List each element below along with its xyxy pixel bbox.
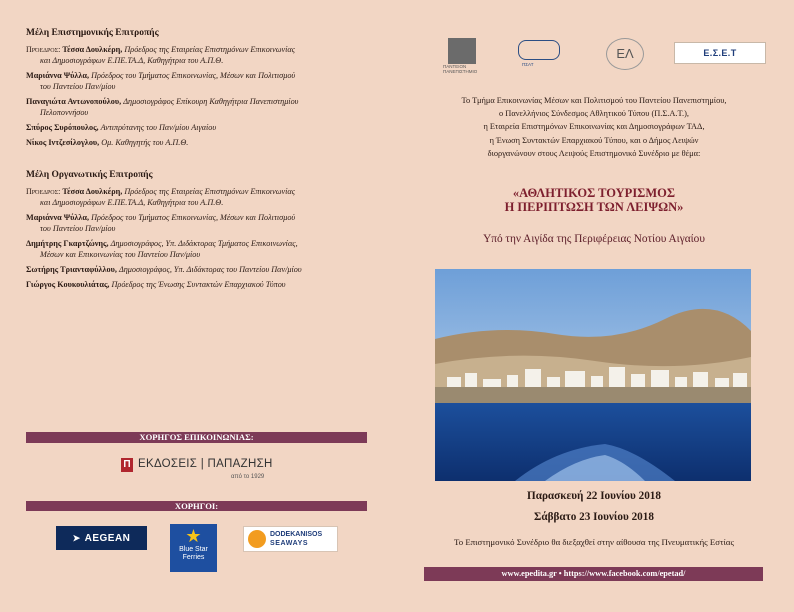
- panteion-caption: ΠΑΝΤΕΙΟΝ ΠΑΝΕΠΙΣΤΗΜΙΟ: [443, 64, 478, 74]
- committee-member: [26, 264, 366, 275]
- organizing-committee-list: [26, 186, 366, 290]
- member-prefix: Πρόεδρος:: [26, 45, 61, 54]
- member-role: Ομ. Καθηγητής του Α.Π.Θ.: [101, 138, 189, 147]
- scientific-committee-list: [26, 44, 366, 148]
- member-role-cont: Πελοποννήσου: [40, 108, 89, 117]
- date-friday: Παρασκευή 22 Ιουνίου 2018: [527, 490, 661, 502]
- venue-text: Το Επιστημονικό Συνέδριο θα διεξαχθεί στην αίθουσα της Πνευματικής Εστίας: [454, 537, 734, 547]
- website-links[interactable]: www.epedita.gr • https://www.facebook.com/epetad/: [424, 567, 763, 581]
- member-name: Παναγιώτα Αντωνοπούλου,: [26, 97, 122, 106]
- member-role-cont: του Παντείου Παν/μίου: [40, 224, 116, 233]
- conference-title: [424, 186, 764, 214]
- member-role-cont: και Δημοσιογράφων Ε.ΠΕ.ΤΑ.Δ, Καθηγήτρια του Α.Π.Θ.: [40, 56, 224, 65]
- member-role: Πρόεδρος του Τμήματος Επικοινωνίας, Μέσων και Πολιτισμού: [91, 213, 296, 222]
- lipsi-logo: ΕΛ: [606, 38, 644, 70]
- member-name: Γιώργος Κουκουλιάτας,: [26, 280, 110, 289]
- bluestar-logo: [170, 524, 217, 572]
- media-sponsor-bar: ΧΟΡΗΓΟΣ ΕΠΙΚΟΙΝΩΝΙΑΣ:: [26, 432, 367, 443]
- lipsi-harbour-photo: [435, 269, 751, 481]
- committee-member: [26, 186, 366, 208]
- aegean-text: AEGEAN: [84, 533, 131, 544]
- committee-member: [26, 70, 366, 92]
- aegean-logo: [56, 526, 147, 550]
- bluestar-line1: Blue Star: [179, 546, 208, 553]
- organizing-committee-title: Μέλη Οργανωτικής Επιτροπής: [26, 170, 153, 180]
- committee-member: [26, 96, 366, 118]
- member-role: Αντιπρύτανης του Παν/μίου Αιγαίου: [100, 123, 217, 132]
- dodekanisos-line1: DODEKANISOS: [270, 531, 323, 538]
- committee-member: [26, 137, 366, 148]
- intro-line: ο Πανελλήνιος Σύνδεσμος Αθλητικού Τύπου (Π.Σ.Α.Τ.),: [499, 109, 689, 119]
- committee-member: [26, 44, 366, 66]
- member-role-cont: και Δημοσιογράφων Ε.ΠΕ.ΤΑ.Δ, Καθηγήτρια του Α.Π.Θ.: [40, 198, 224, 207]
- member-role-cont: του Παντείου Παν/μίου: [40, 82, 116, 91]
- member-name: Τέσσα Δουλκέρη,: [62, 45, 123, 54]
- member-role: Δημοσιογράφος, Υπ. Διδάκτορας Τμήματος Επικοινωνίας,: [110, 239, 298, 248]
- committee-member: [26, 122, 366, 133]
- title-line-2: Η ΠΕΡΙΠΤΩΣΗ ΤΩΝ ΛΕΙΨΩΝ»: [504, 200, 684, 214]
- left-panel: [26, 20, 366, 294]
- member-role-cont: Μέσων και Επικοινωνίας του Παντείου Παν/μίου: [40, 250, 201, 259]
- intro-text: [424, 94, 764, 160]
- papazisi-since: από το 1929: [231, 474, 265, 480]
- member-name: Μαριάννα Ψύλλα,: [26, 213, 90, 222]
- conference-subtitle: Υπό την Αιγίδα της Περιφέρειας Νοτίου Αιγαίου: [483, 233, 705, 245]
- committee-member: [26, 238, 366, 260]
- star-icon: ★: [185, 526, 202, 546]
- dodekanisos-line2: SEAWAYS: [270, 540, 309, 547]
- psat-caption: ΠΣΑΤ: [522, 62, 534, 67]
- intro-line: Το Τμήμα Επικοινωνίας Μέσων και Πολιτισμού του Παντείου Πανεπιστημίου,: [461, 96, 727, 105]
- papazisi-name: ΕΚΔΟΣΕΙΣ | ΠΑΠΑΖΗΣΗ: [138, 458, 273, 470]
- member-name: Μαριάννα Ψύλλα,: [26, 71, 90, 80]
- sun-icon: [248, 530, 266, 548]
- intro-line: η Ένωση Συντακτών Επαρχιακού Τύπου, και ο Δήμος Λειψών: [489, 135, 699, 145]
- sponsors-bar: ΧΟΡΗΓΟΙ:: [26, 501, 367, 511]
- member-name: Δημήτρης Γκαρτζώνης,: [26, 239, 109, 248]
- member-role: Πρόεδρος του Τμήματος Επικοινωνίας, Μέσων και Πολιτισμού: [91, 71, 296, 80]
- title-line-1: «ΑΘΛΗΤΙΚΟΣ ΤΟΥΡΙΣΜΟΣ: [512, 186, 676, 200]
- intro-line: η Εταιρεία Επιστημόνων Επικοινωνίας και Δημοσιογράφων ΤΑΔ,: [483, 122, 705, 132]
- member-name: Σπύρος Συρόπουλος,: [26, 123, 99, 132]
- committee-member: [26, 212, 366, 234]
- psat-logo-icon: [518, 40, 560, 60]
- member-role: Πρόεδρος της Ένωσης Συντακτών Επαρχιακού Τύπου: [111, 280, 286, 289]
- committee-member: [26, 279, 366, 290]
- papazisi-mark: Π: [121, 458, 133, 472]
- member-prefix: Πρόεδρος:: [26, 187, 61, 196]
- member-role: Πρόεδρος της Εταιρείας Επιστημόνων Επικοινωνίας: [124, 45, 296, 54]
- member-name: Νίκος Ιντζεσίλογλου,: [26, 138, 100, 147]
- member-name: Τέσσα Δουλκέρη,: [62, 187, 123, 196]
- papazisi-logo: [121, 455, 281, 485]
- member-role: Δημοσιογράφος Επίκουρη Καθηγήτρια Πανεπιστημίου: [123, 97, 299, 106]
- eset-logo: Ε.Σ.Ε.Τ: [674, 42, 766, 64]
- bluestar-line2: Ferries: [182, 554, 205, 561]
- dodekanisos-logo: [243, 526, 338, 552]
- aegean-bird-icon: ➤: [72, 533, 81, 543]
- member-role: Πρόεδρος της Εταιρείας Επιστημόνων Επικοινωνίας: [124, 187, 296, 196]
- organizer-logos: [443, 38, 764, 74]
- intro-line: διοργανώνουν στους Λειψούς Επιστημονικό Συνέδριο με θέμα:: [487, 148, 701, 158]
- panteion-logo-icon: [448, 38, 476, 64]
- member-name: Σωτήρης Τριανταφύλλου,: [26, 265, 117, 274]
- member-role: Δημοσιογράφος, Υπ. Διδάκτορας του Παντείου Παν/μίου: [118, 265, 302, 274]
- date-saturday: Σάββατο 23 Ιουνίου 2018: [534, 511, 654, 523]
- scientific-committee-title: Μέλη Επιστημονικής Επιτροπής: [26, 28, 159, 38]
